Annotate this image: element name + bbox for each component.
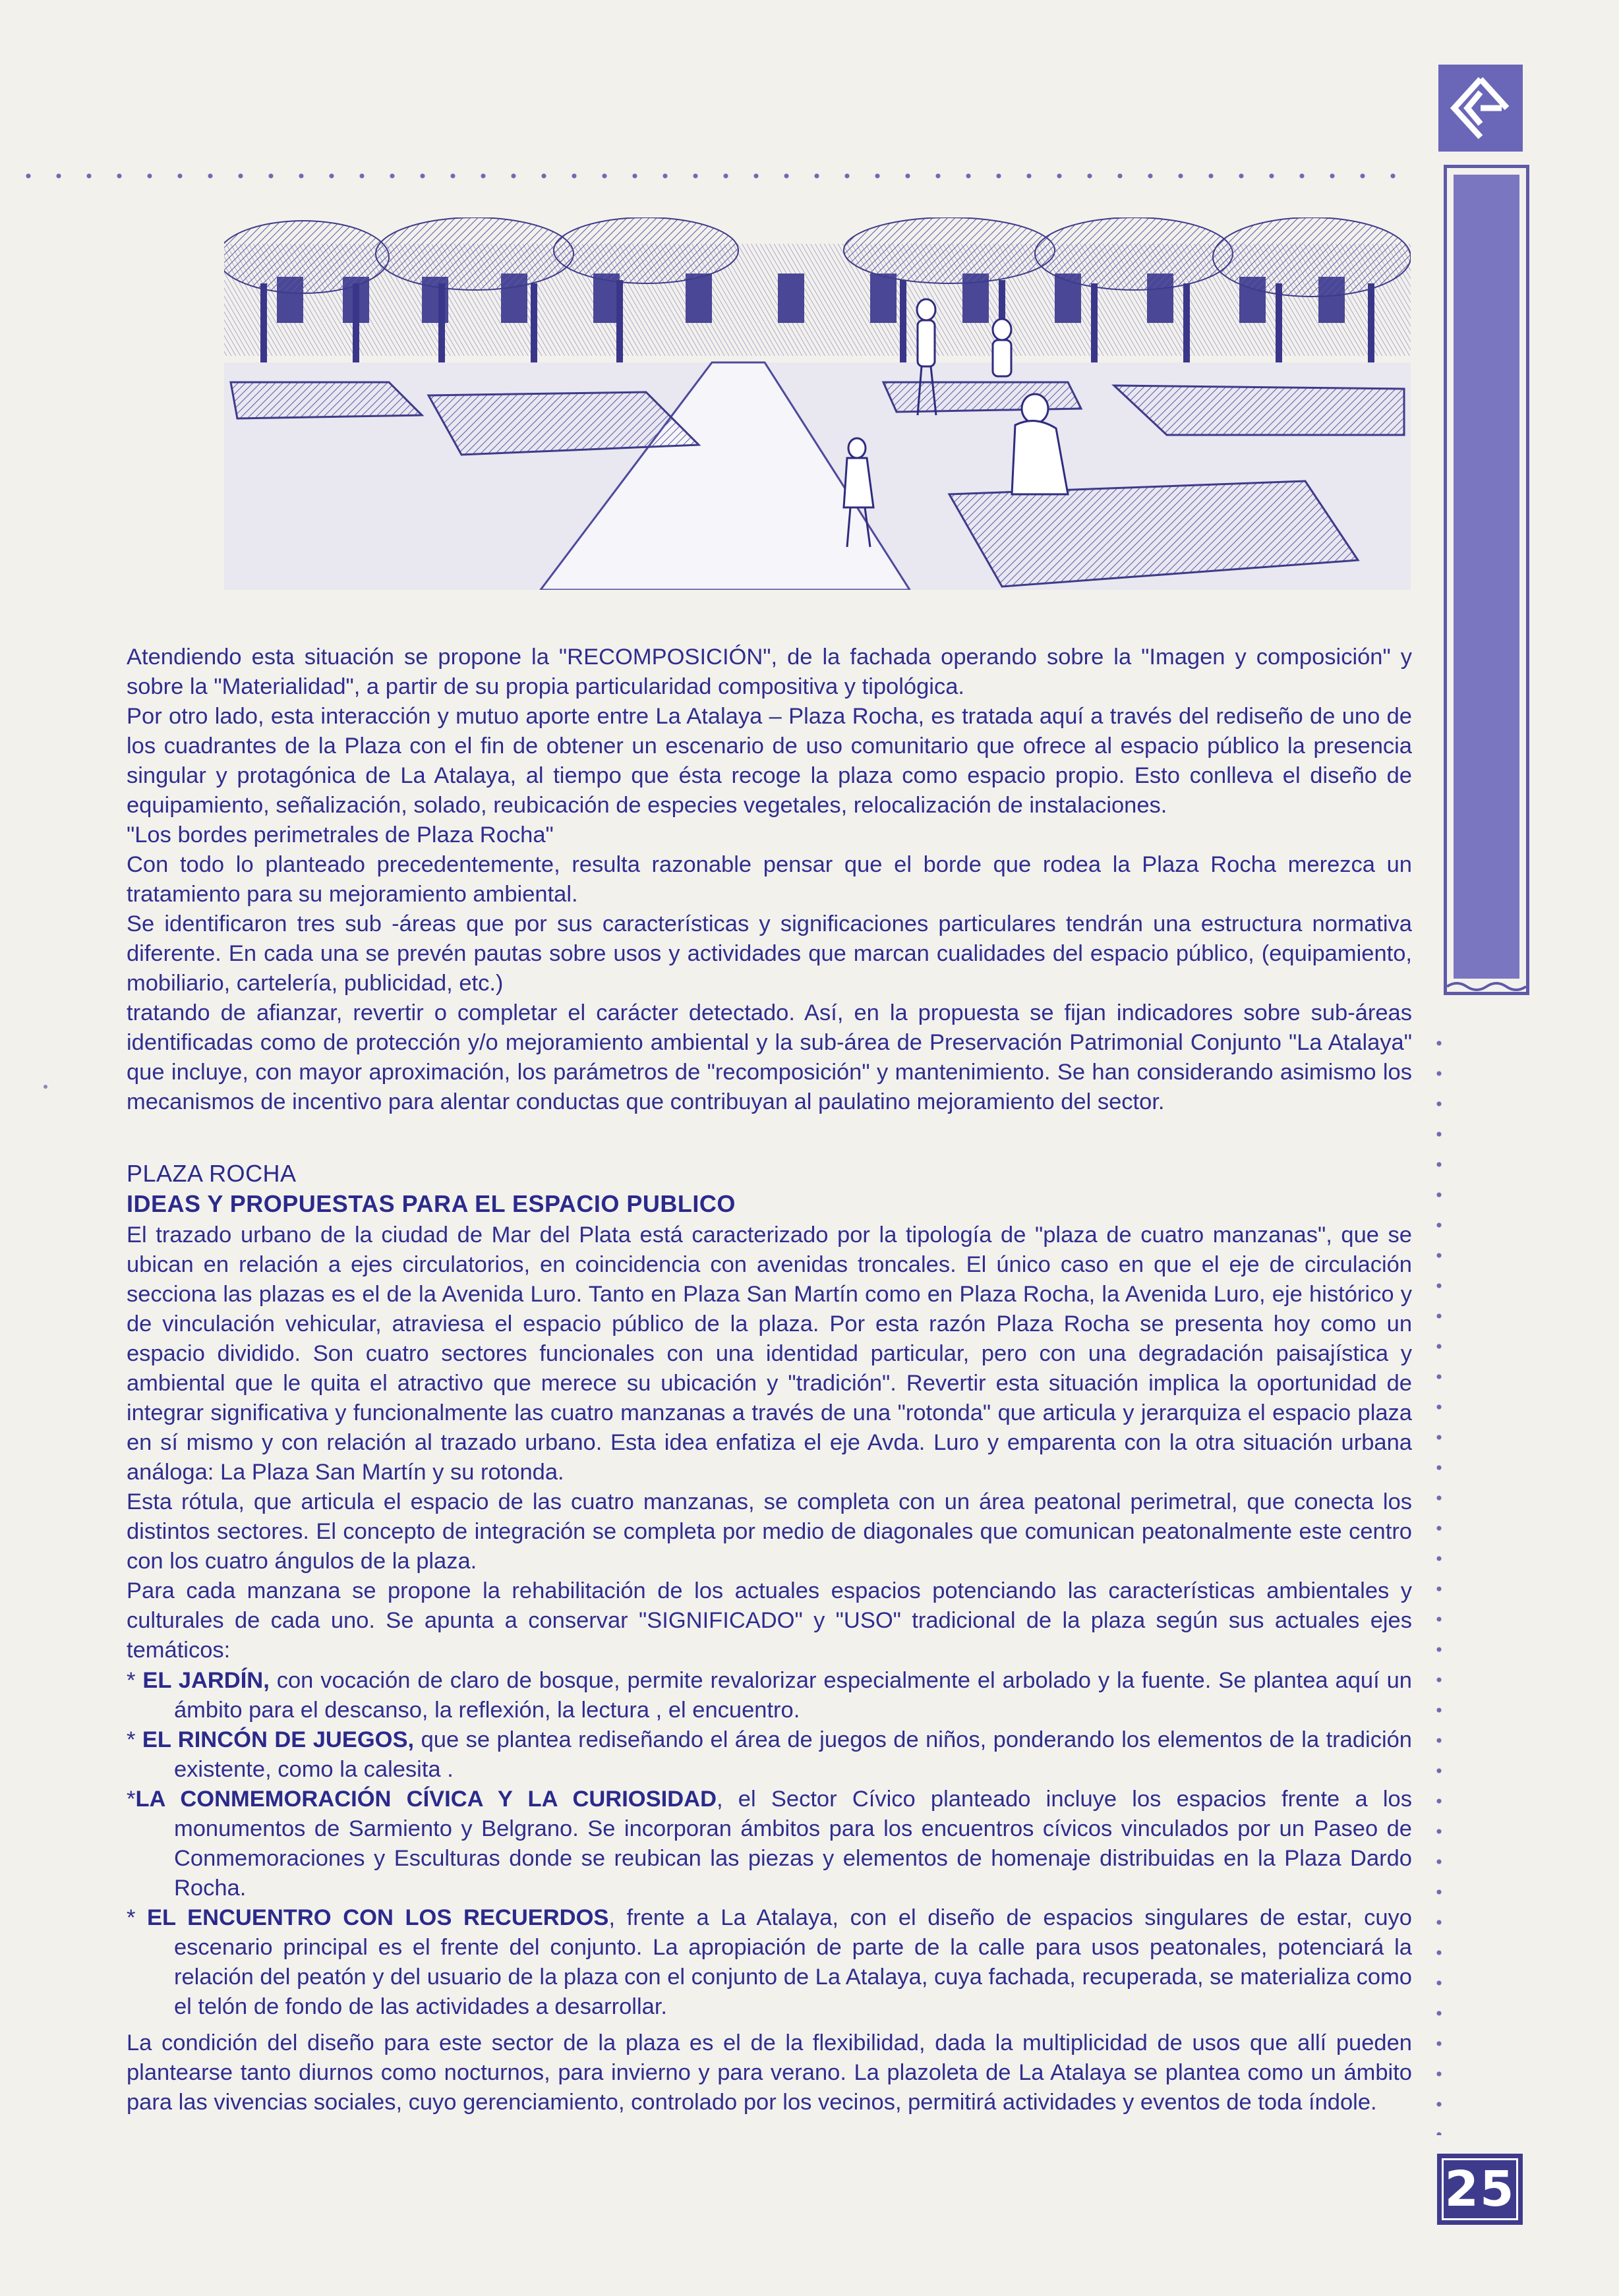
bullet-title: LA CONMEMORACIÓN CÍVICA Y LA CURIOSIDAD [135,1787,717,1812]
bullet-text: , frente a La Atalaya, con el diseño de espacios singulares de estar, cuyo escenario principal es el frente del conjunto. La apropiación de parte de la calle para usos peatonales, potenciará la relación del peatón y del usuario de la plaza con el conjunto de La Atalaya, cuya fachada, recuperada, se materializa como el telón de fondo de las actividades a desarrollar. [174,1905,1412,2019]
side-accent-bar [1444,165,1529,995]
right-dotted-column [1436,1028,1442,2135]
closing-paragraph: La condición del diseño para este sector de la plaza es el de la flexibilidad, dada la multiplicidad de usos que allí pueden plantearse tanto diurnos como nocturnos, para invierno y para verano. La plazoleta de La Atalaya se plantea como un ámbito para las vivencias sociales, cuyo gerenciamiento, controlado por los vecinos, permitirá actividades y eventos de toda índole. [127,2030,1412,2115]
section-body [127,1220,1412,1665]
top-dotted-rule [13,173,1411,179]
intro-paragraph-3: "Los bordes perimetrales de Plaza Rocha" [127,822,554,847]
bullet-marker: * [127,1905,148,1930]
bullet-marker: * [127,1787,136,1812]
section-paragraph-3: Para cada manzana se propone la rehabilitación de los actuales espacios potenciando las características ambientales y culturales de cada uno. Se apunta a conservar "SIGNIFICADO" y "USO" tradicional de la plaza según sus actuales ejes temáticos: [127,1578,1412,1663]
bullet-text: que se plantea rediseñando el área de juegos de niños, ponderando los elementos de la tradición existente, como la calesita . [174,1727,1412,1782]
list-item [127,1785,1412,1903]
intro-paragraph-4: Con todo lo planteado precedentemente, resulta razonable pensar que el borde que rodea la Plaza Rocha merezca un tratamiento para su mejoramiento ambiental. [127,852,1412,907]
bullet-marker: * [127,1727,142,1752]
bullet-text: con vocación de claro de bosque, permite revalorizar especialmente el arbolado y la fuente. Se plantea aquí un ámbito para el descanso, la reflexión, la lectura , el encuentro. [174,1668,1412,1723]
intro-paragraph-6: tratando de afianzar, revertir o completar el carácter detectado. Así, en la propuesta se fijan indicadores sobre sub-áreas identificadas como de protección y/o mejoramiento ambiental y la sub-área de Preservación Patrimonial Conjunto "La Atalaya" que incluye, con mayor aproximación, los parámetros de "recomposición" y mantenimiento. Se han considerando asimismo los mecanismos de incentivo para alentar conductas que contribuyan al paulatino mejoramiento del sector. [127,1000,1412,1114]
section-title: PLAZA ROCHA [127,1160,297,1187]
bullet-marker: * [127,1668,143,1693]
bullet-text: , el Sector Cívico planteado incluye los espacios frente a los monumentos de Sarmiento y Belgrano. Se incorporan ámbitos para los encuentros cívicos vinculados por un Paseo de Conmemoraciones y Esculturas donde se reubican las piezas y elementos de homenaje distribuidas en la Plaza Dardo Rocha. [174,1787,1412,1901]
section-paragraph-2: Esta rótula, que articula el espacio de las cuatro manzanas, se completa con un área peatonal perimetral, que conecta los distintos sectores. El concepto de integración se completa por medio de diagonales que comunican peatonalmente este centro con los cuatro ángulos de la plaza. [127,1489,1412,1574]
list-item [127,1725,1412,1785]
intro-text [127,643,1412,1117]
intro-paragraph-2: Por otro lado, esta interacción y mutuo aporte entre La Atalaya – Plaza Rocha, es tratada aquí a través del rediseño de uno de los cuadrantes de la Plaza con el fin de obtener un escenario de uso comunitario que ofrece al espacio público la presencia singular y protagónica de La Atalaya, al tiempo que ésta recoge la plaza como espacio propio. Esto conlleva el diseño de equipamiento, señalización, solado, reubicación de especies vegetales, relocalización de instalaciones. [127,704,1412,818]
bullet-title: EL ENCUENTRO CON LOS RECUERDOS [147,1905,609,1930]
bullet-title: EL JARDÍN, [142,1668,270,1693]
list-item [127,1666,1412,1725]
intro-paragraph-1: Atendiendo esta situación se propone la "RECOMPOSICIÓN", de la fachada operando sobre la "Imagen y composición" y sobre la "Materialidad", a partir de su propia particularidad compositiva y tipológica. [127,645,1412,699]
margin-mark [44,1085,47,1089]
section-paragraph-1: El trazado urbano de la ciudad de Mar del Plata está caracterizado por la tipología de "plaza de cuatro manzanas", que se ubican en relación a ejes circulatorios, en coincidencia con avenidas troncales. El único caso en que el eje de circulación secciona las plazas es el de la Avenida Luro. Tanto en Plaza San Martín como en Plaza Rocha, la Avenida Luro, eje histórico y de vinculación vehicular, atraviesa el espacio público de la plaza. Por esta razón Plaza Rocha se presenta hoy como un espacio dividido. Son cuatro sectores funcionales con una identidad particular, pero con una degradación paisajística y ambiental que le quita el atractivo que merece su ubicación y "tradición". Revertir esta situación implica la oportunidad de integrar significativa y funcionalmente las cuatro manzanas a través de una "rotonda" que articula y jerarquiza el espacio plaza en sí mismo y con relación al trazado urbano. Esta idea enfatiza el eje Avda. Luro y emparenta con la otra situación urbana análoga: La Plaza San Martín y su rotonda. [127,1222,1412,1485]
list-item [127,1903,1412,2022]
intro-paragraph-5: Se identificaron tres sub -áreas que por sus características y significaciones particulares tendrán una estructura normativa diferente. En cada una se prevén pautas sobre usos y actividades que marcan cualidades del espacio público, (equipamiento, mobiliario, cartelería, publicidad, etc.) [127,911,1412,996]
section-subtitle: IDEAS Y PROPUESTAS PARA EL ESPACIO PUBLICO [127,1190,736,1217]
thematic-list [127,1666,1412,2022]
plaza-sketch-illustration [224,217,1411,590]
page-number: 25 [1437,2154,1523,2225]
atalaya-logo-icon [1438,65,1523,152]
bullet-title: EL RINCÓN DE JUEGOS, [142,1727,415,1752]
